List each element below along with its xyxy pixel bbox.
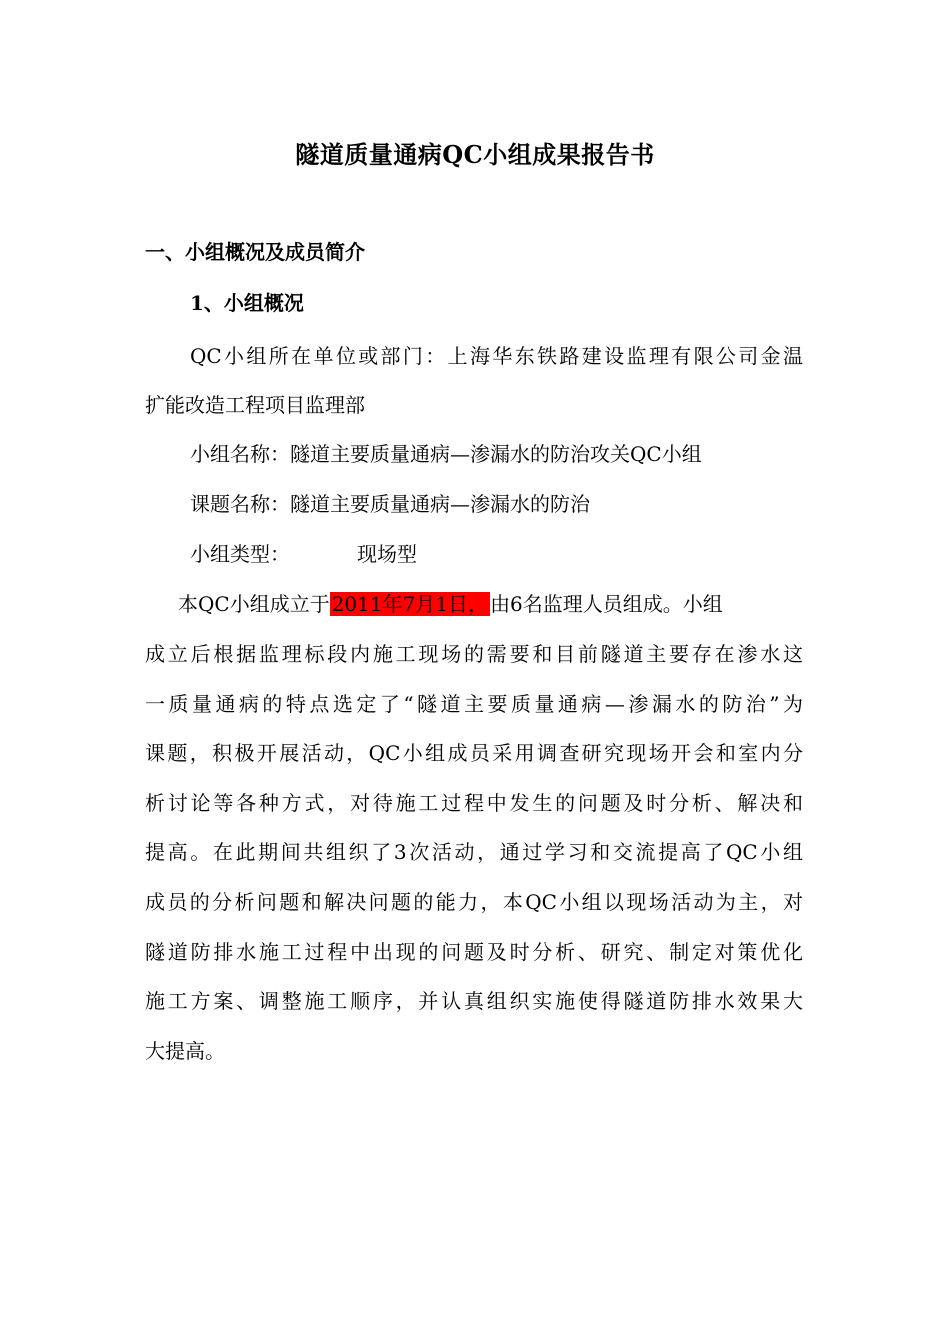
- paragraph-line-7: 成员的分析问题和解决问题的能力，本QC小组以现场活动为主，对: [145, 890, 803, 914]
- paragraph-text: 由6名监理人员组成。小组: [490, 592, 723, 616]
- paragraph-line-1: [178, 588, 723, 617]
- paragraph-line-2: 成立后根据监理标段内施工现场的需要和目前隧道主要存在渗水这: [145, 642, 803, 666]
- group-name-line: 小组名称：隧道主要质量通病—渗漏水的防治攻关QC小组: [190, 442, 702, 466]
- subsection-heading: 1、小组概况: [190, 291, 304, 315]
- paragraph-text: 本QC小组成立于: [178, 592, 330, 616]
- paragraph-line-6: 提高。在此期间共组织了3次活动，通过学习和交流提高了QC小组: [145, 840, 803, 864]
- section-heading: 一、小组概况及成员简介: [145, 240, 365, 264]
- document-title: 隧道质量通病QC小组成果报告书: [295, 140, 655, 169]
- unit-line-1: QC小组所在单位或部门：上海华东铁路建设监理有限公司金温: [190, 344, 803, 368]
- paragraph-line-9: 施工方案、调整施工顺序，并认真组织实施使得隧道防排水效果大: [145, 989, 803, 1013]
- paragraph-line-3: 一质量通病的特点选定了“隧道主要质量通病—渗漏水的防治”为: [145, 692, 803, 716]
- group-type-label: 小组类型：: [190, 542, 290, 566]
- unit-line-2: 扩能改造工程项目监理部: [145, 393, 365, 417]
- paragraph-line-4: 课题，积极开展活动，QC小组成员采用调查研究现场开会和室内分: [145, 741, 803, 765]
- group-type-value: 现场型: [357, 542, 417, 566]
- paragraph-line-8: 隧道防排水施工过程中出现的问题及时分析、研究、制定对策优化: [145, 940, 803, 964]
- paragraph-line-5: 析讨论等各种方式，对待施工过程中发生的问题及时分析、解决和: [145, 791, 803, 815]
- topic-name-line: 课题名称：隧道主要质量通病—渗漏水的防治: [190, 492, 590, 516]
- paragraph-line-10: 大提高。: [145, 1039, 225, 1063]
- highlighted-date: 2011年7月1日，: [331, 592, 489, 616]
